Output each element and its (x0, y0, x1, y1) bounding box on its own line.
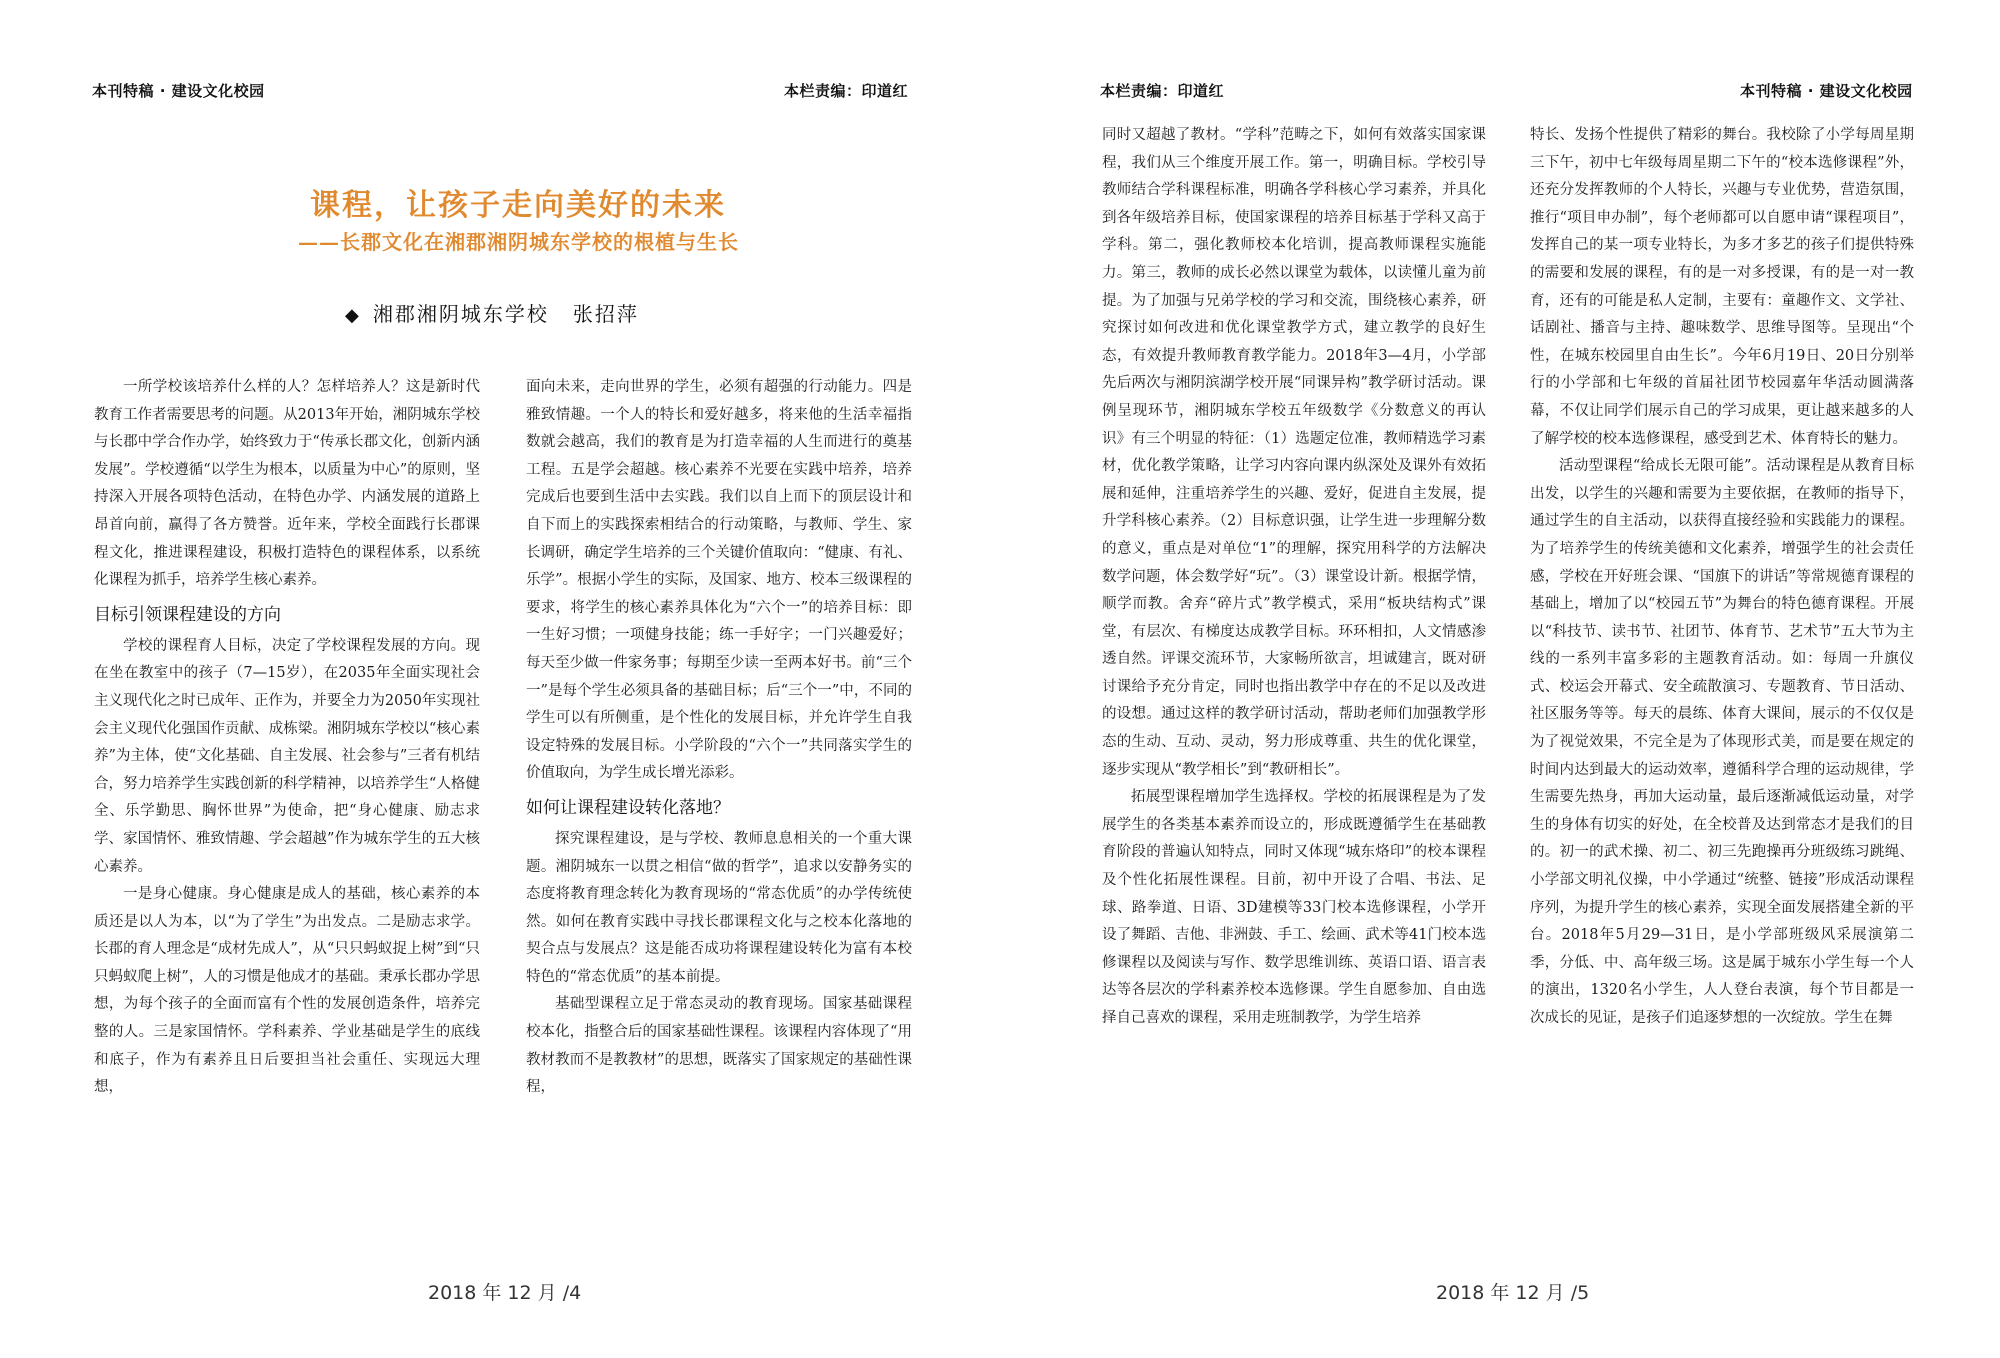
paragraph: 活动型课程“给成长无限可能”。活动课程是从教育目标出发，以学生的兴趣和需要为主要依据，在教师的指导下，通过学生的自主活动，以获得直接经验和实践能力的课程。为了培养学生的传统美德和文化素养，增强学生的社会责任感，学校在开好班会课、“国旗下的讲话”等常规德育课程的基础上，增加了以“校园五节”为舞台的特色德育课程。开展以“科技节、读书节、社团节、体育节、艺术节”五大节为主线的一系列丰富多彩的主题教育活动。如：每周一升旗仪式、校运会开幕式、安全疏散演习、专题教育、节日活动、社区服务等等。每天的晨练、体育大课间，展示的不仅仅是为了视觉效果，不完全是为了体现形式美，而是要在规定的时间内达到最大的运动效率，遵循科学合理的运动规律，学生需要先热身，再加大运动量，最后逐渐减低运动量，对学生的身体有切实的好处，在全校普及达到常态才是我们的目的。初一的武术操、初二、初三先跑操再分班级练习跳绳、小学部文明礼仪操，中小学通过“统整、链接”形成活动课程序列，为提升学生的核心素养，实现全面发展搭建全新的平台。2018年5月29—31日，是小学部班级风采展演第二季，分低、中、高年级三场。这是属于城东小学生每一个人的演出，1320名小学生，人人登台表演，每个节目都是一次成长的见证，是孩子们追逐梦想的一次绽放。学生在舞 (1530, 458, 1914, 1026)
byline (345, 298, 639, 327)
article-title-block (300, 186, 860, 258)
byline-author: 张招萍 (572, 302, 639, 326)
section-heading: 如何让课程建设转化落地？ (526, 797, 730, 818)
text-column-4 (1530, 122, 1914, 1260)
header-column-name: 本刊特稿 · 建设文化校园 (92, 82, 265, 100)
article-title: 课程，让孩子走向美好的未来 (310, 188, 726, 223)
section-heading: 目标引领课程建设的方向 (94, 604, 281, 625)
header-editor: 本栏责编：印道红 (1100, 82, 1225, 100)
text-column-1 (94, 374, 480, 1260)
text-column-2 (526, 374, 912, 1260)
paragraph: 一是身心健康。身心健康是成人的基础，核心素养的本质还是以人为本，以“为了学生”为出发点。二是励志求学。长郡的育人理念是“成材先成人”，从“只只蚂蚁捉上树”到“只只蚂蚁爬上树”，人的习惯是他成才的基础。秉承长郡办学思想，为每个孩子的全面而富有个性的发展创造条件，培养完整的人。三是家国情怀。学科素养、学业基础是学生的底线和底子，作为有素养且日后要担当社会重任、实现远大理想， (94, 886, 480, 1096)
paragraph: 基础型课程立足于常态灵动的教育现场。国家基础课程校本化，指整合后的国家基础性课程。该课程内容体现了“用教材教而不是教教材”的思想，既落实了国家规定的基础性课程， (526, 996, 912, 1096)
byline-school: 湘郡湘阴城东学校 (372, 302, 549, 326)
page-footer-number: 2018 年 12 月 /5 (1436, 1282, 1590, 1304)
paragraph: 拓展型课程增加学生选择权。学校的拓展课程是为了发展学生的各类基本素养而设立的，形成既遵循学生在基础教育阶段的普遍认知特点，同时又体现“城东烙印”的校本课程及个性化拓展性课程。目前，初中开设了合唱、书法、足球、路拳道、日语、3D建模等33门校本选修课程，小学开设了舞蹈、吉他、非洲鼓、手工、绘画、武术等41门校本选修课程以及阅读与写作、数学思维训练、英语口语、语言表达等各层次的学科素养校本选修课。学生自愿参加、自由选择自己喜欢的课程，采用走班制教学，为学生培养 (1102, 789, 1486, 1026)
header-editor: 本栏责编：印道红 (784, 82, 909, 100)
diamond-icon: ◆ (345, 305, 361, 326)
paragraph: 面向未来，走向世界的学生，必须有超强的行动能力。四是雅致情趣。一个人的特长和爱好越多，将来他的生活幸福指数就会越高，我们的教育是为打造幸福的人生而进行的奠基工程。五是学会超越。核心素养不光要在实践中培养，培养完成后也要到生活中去实践。我们以自上而下的顶层设计和自下而上的实践探索相结合的行动策略，与教师、学生、家长调研，确定学生培养的三个关键价值取向：“健康、有礼、乐学”。根据小学生的实际，及国家、地方、校本三级课程的要求，将学生的核心素养具体化为“六个一”的培养目标：即一生好习惯；一项健身技能；练一手好字；一门兴趣爱好；每天至少做一件家务事；每期至少读一至两本好书。前“三个一”是每个学生必须具备的基础目标；后“三个一”中，不同的学生可以有所侧重，是个性化的发展目标，并允许学生自我设定特殊的发展目标。小学阶段的“六个一”共同落实学生的价值取向，为学生成长增光添彩。 (526, 379, 912, 782)
article-subtitle: ——长郡文化在湘郡湘阴城东学校的根植与生长 (298, 230, 739, 254)
header-column-name: 本刊特稿 · 建设文化校园 (1740, 82, 1913, 100)
paragraph: 一所学校该培养什么样的人？怎样培养人？这是新时代教育工作者需要思考的问题。从2013年开始，湘阴城东学校与长郡中学合作办学，始终致力于“传承长郡文化，创新内涵发展”。学校遵循“以学生为根本，以质量为中心”的原则，坚持深入开展各项特色活动，在特色办学、内涵发展的道路上昂首向前，赢得了各方赞誉。近年来，学校全面践行长郡课程文化，推进课程建设，积极打造特色的课程体系，以系统化课程为抓手，培养学生核心素养。 (94, 379, 480, 589)
page-footer-number: 2018 年 12 月 /4 (428, 1282, 582, 1304)
right-page (1000, 0, 2000, 1358)
paragraph: 特长、发扬个性提供了精彩的舞台。我校除了小学每周星期三下午，初中七年级每周星期二下午的“校本选修课程”外，还充分发挥教师的个人特长，兴趣与专业优势，营造氛围，推行“项目申办制”，每个老师都可以自愿申请“课程项目”，发挥自己的某一项专业特长，为多才多艺的孩子们提供特殊的需要和发展的课程，有的是一对多授课，有的是一对一教育，还有的可能是私人定制，主要有：童趣作文、文学社、话剧社、播音与主持、趣味数学、思维导图等。呈现出“个性，在城东校园里自由生长”。今年6月19日、20日分别举行的小学部和七年级的首届社团节校园嘉年华活动圆满落幕，不仅让同学们展示自己的学习成果，更让越来越多的人了解学校的校本选修课程，感受到艺术、体育特长的魅力。 (1530, 127, 1914, 447)
text-column-3 (1102, 122, 1486, 1260)
paragraph: 学校的课程育人目标，决定了学校课程发展的方向。现在坐在教室中的孩子（7—15岁），在2035年全面实现社会主义现代化之时已成年、正作为，并要全力为2050年实现社会主义现代化强国作贡献、成栋梁。湘阴城东学校以“核心素养”为主体，使“文化基础、自主发展、社会参与”三者有机结合，努力培养学生实践创新的科学精神，以培养学生“人格健全、乐学勤思、胸怀世界”为使命，把“身心健康、励志求学、家国情怀、雅致情趣、学会超越”作为城东学生的五大核心素养。 (94, 637, 480, 875)
paragraph: 探究课程建设，是与学校、教师息息相关的一个重大课题。湘阴城东一以贯之相信“做的哲学”，追求以安静务实的态度将教育理念转化为教育现场的“常态优质”的办学传统使然。如何在教育实践中寻找长郡课程文化与之校本化落地的契合点与发展点？这是能否成功将课程建设转化为富有本校特色的“常态优质”的基本前提。 (526, 830, 912, 985)
paragraph: 同时又超越了教材。“学科”范畴之下，如何有效落实国家课程，我们从三个维度开展工作。第一，明确目标。学校引导教师结合学科课程标准，明确各学科核心学习素养，并具化到各年级培养目标，使国家课程的培养目标基于学科又高于学科。第二，强化教师校本化培训，提高教师课程实施能力。第三，教师的成长必然以课堂为载体，以读懂儿童为前提。为了加强与兄弟学校的学习和交流，围绕核心素养，研究探讨如何改进和优化课堂教学方式，建立教学的良好生态，有效提升教师教育教学能力。2018年3—4月，小学部先后两次与湘阴滨湖学校开展“同课异构”教学研讨活动。课例呈现环节，湘阴城东学校五年级数学《分数意义的再认识》有三个明显的特征：（1）选题定位准，教师精选学习素材，优化教学策略，让学习内容向课内纵深处及课外有效拓展和延伸，注重培养学生的兴趣、爱好，促进自主发展，提升学科核心素养。（2）目标意识强，让学生进一步理解分数的意义，重点是对单位“1”的理解，探究用科学的方法解决数学问题，体会数学好“玩”。（3）课堂设计新。根据学情，顺学而教。舍弃“碎片式”教学模式，采用“板块结构式”课堂，有层次、有梯度达成教学目标。环环相扣，人文情感渗透自然。评课交流环节，大家畅所欲言，坦诚建言，既对研讨课给予充分肯定，同时也指出教学中存在的不足以及改进的设想。通过这样的教学研讨活动，帮助老师们加强教学形态的生动、互动、灵动，努力形成尊重、共生的优化课堂，逐步实现从“教学相长”到“教研相长”。 (1102, 127, 1486, 778)
